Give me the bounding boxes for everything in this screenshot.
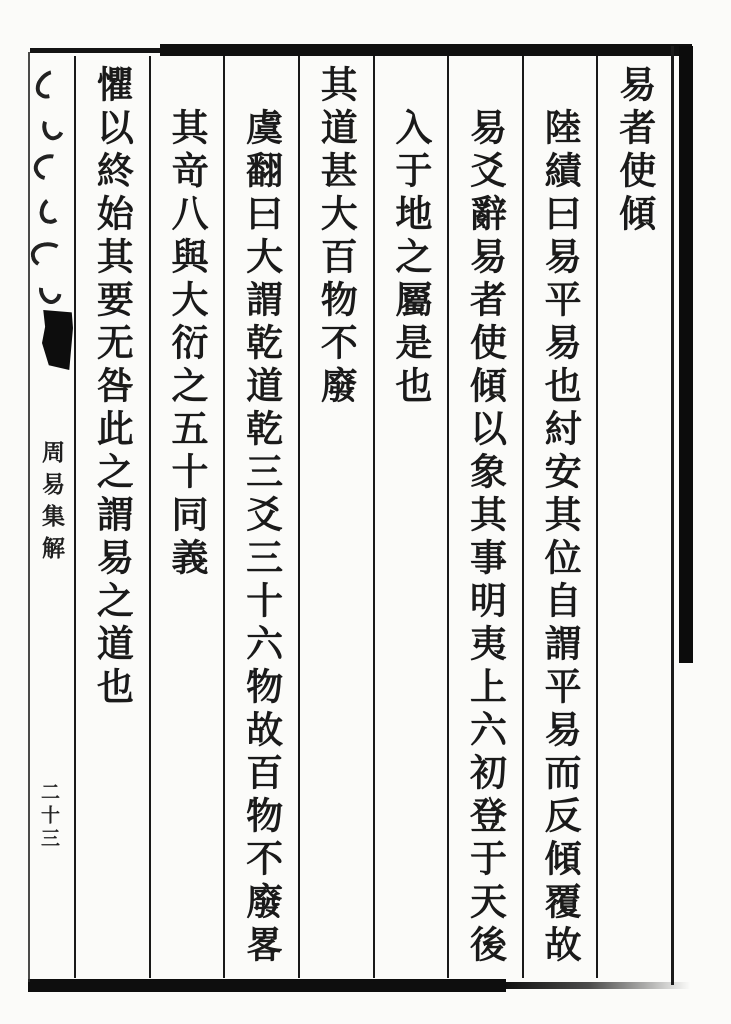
text-column-7-commentary: 其竒八與大衍之五十同義 <box>149 56 224 978</box>
text-column-2-commentary: 陸績曰易平易也紂安其位自謂平易而反傾覆故 <box>522 56 597 978</box>
frame-border-top <box>160 44 692 56</box>
cut-off-character-mark <box>31 64 69 104</box>
cut-off-character-mark <box>38 194 66 226</box>
text-column-1-main: 易者使傾 <box>596 56 671 978</box>
text-column-4-commentary: 入于地之屬是也 <box>373 56 448 978</box>
text-column-6-commentary: 虞翻曰大謂乾道乾三爻三十六物故百物不廢畧 <box>223 56 298 978</box>
text-column-8-main: 懼以終始其要无咎此之謂易之道也 <box>74 56 149 978</box>
text-area <box>30 56 671 978</box>
cut-off-character-mark <box>34 274 67 308</box>
frame-border-right-inner <box>671 46 674 985</box>
book-title: 周易集解 <box>38 440 65 568</box>
cut-off-character-mark <box>38 111 68 143</box>
fishtail-mark-icon <box>42 310 73 370</box>
frame-border-bottom <box>28 979 506 992</box>
frame-border-top-left <box>30 48 170 53</box>
spine-strip <box>30 56 74 978</box>
cut-off-character-mark <box>29 239 67 271</box>
text-column-3-commentary: 易爻辭易者使傾以象其事明夷上六初登于天後 <box>447 56 522 978</box>
text-column-5-main: 其道甚大百物不廢 <box>298 56 373 978</box>
frame-border-right-outer <box>679 46 693 663</box>
cut-off-character-mark <box>30 148 69 186</box>
page-number: 二十三 <box>38 782 60 851</box>
frame-border-bottom-faded <box>506 982 690 989</box>
